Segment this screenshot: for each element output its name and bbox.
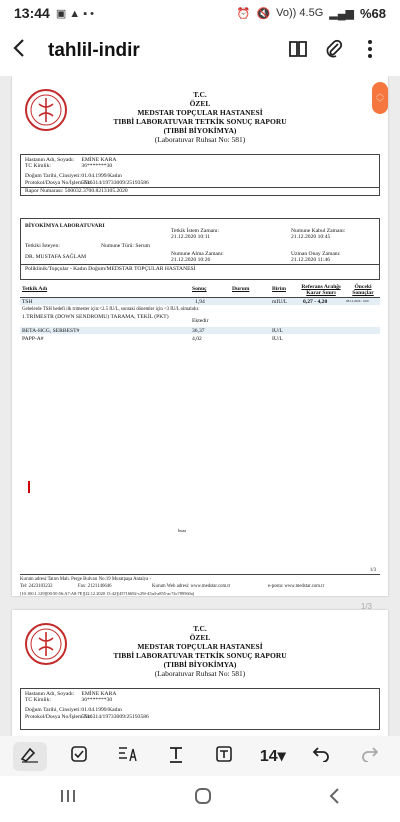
chevron-down-icon: ﹀	[376, 98, 384, 107]
recent-apps-button[interactable]	[58, 787, 78, 811]
table-row-prev: 08.12.2020 - 0,00	[346, 299, 369, 303]
more-vert-icon	[367, 39, 373, 59]
signal-icon: ▂▄▆	[329, 7, 354, 20]
battery-level: %68	[359, 5, 386, 21]
report-footer: 1/3 Kurum adresi:Tatım Mah. Perge Bulvarı No:19 Muratpaşa Antalya - Tel: 2423103232 Fax: 2121146646 Kurum Web adresi: www.medstar.com.tr e-posta: www.medstar.com.tr [10.100.1.129][00:50:56:A7:A8:7E][22.12.2020 13:42][45716692-c29f-45a4-a855-ac74c789560a]	[20, 574, 380, 575]
home-button[interactable]	[193, 786, 213, 812]
more-options-button[interactable]	[352, 39, 388, 64]
chevron-left-icon	[328, 786, 342, 806]
select-tool-button[interactable]	[62, 745, 96, 768]
system-nav-bar	[0, 776, 400, 822]
font-size-select[interactable]: 14▾	[259, 748, 286, 765]
report-page-2	[12, 610, 388, 736]
text-icon	[168, 745, 184, 763]
report-header: T.C. ÖZEL MEDSTAR TOPÇULAR HASTANESİ TIBBİ LABORATUVAR TETKİK SONUÇ RAPORU (TIBBİ BİYOKİMYA) (Laboratuvar Ruhsat No: 581)	[113, 90, 287, 144]
table-row-unit: IU/L	[272, 328, 283, 334]
text-tool-button[interactable]	[159, 745, 193, 768]
network-label: Vo)) 4.5G	[276, 7, 324, 19]
document-viewer[interactable]	[0, 76, 400, 736]
book-icon	[288, 40, 308, 58]
table-row-unit: mIU/L	[272, 299, 288, 305]
undo-icon	[312, 746, 330, 762]
table-row-result: 4,02	[192, 336, 202, 342]
col-header-status: Durum	[232, 286, 250, 292]
status-bar	[0, 0, 400, 26]
home-icon	[193, 786, 213, 806]
lab-info-box: BİYOKİMYA LABORATUVARI Tetkik İstem Zamanı: 21.12.2020 10:11 Numune Kabul Zamanı: 21.12.2020 10:45 Tetkiki İsteyen: Numune Türü: Serum DR. MUSTAFA SAĞLAM Numune Alma Zamanı: 21.12.2020 10:26 Uzman Onay Zamanı: 21.12.2020 11:46 Poliklinik/Topçular - Kadın Doğum/MEDSTAR TOPÇULAR HASTANESİ	[20, 218, 380, 280]
alarm-icon: ⏰	[236, 7, 251, 20]
patient-info-box: Hastanın Adı, Soyadı: EMİNE KARA TC Kimlik: 36*******30 Doğum Tarihi, Cinsiyeti: 01.04.1999/Kadın Protokol/Dosya No/İşlem No: 5516314/19733009/25193586	[20, 688, 380, 730]
checkbox-icon	[70, 745, 88, 763]
text-box-icon	[215, 745, 233, 763]
page-indicator: 1/3	[360, 602, 372, 611]
document-title: tahlil-indir	[48, 40, 140, 61]
app-bar	[0, 26, 400, 76]
redo-icon	[361, 746, 379, 762]
annotation-mark	[28, 481, 30, 493]
col-header-ref: Referans Aralığı Karar Sınırı	[301, 284, 341, 296]
back-button[interactable]	[12, 38, 40, 64]
report-page-1	[12, 76, 388, 596]
signature-stamp: İmza	[178, 528, 186, 533]
mute-icon: 🔇	[256, 7, 271, 20]
nav-back-button[interactable]	[328, 786, 342, 812]
table-row-name: 1.TRİMESTR (DOWN SENDROMU) TARAMA, TEKİL (PKT)	[22, 314, 169, 320]
col-header-prev: Önceki Sonuçlar	[352, 284, 374, 296]
clock: 13:44	[14, 5, 50, 21]
text-box-button[interactable]	[207, 745, 241, 768]
table-row-name: PAPP-A#	[22, 336, 44, 342]
table-row-name: TSH	[22, 299, 33, 305]
text-format-icon	[117, 745, 137, 763]
notification-icons: ▣ ▲ ▪ •	[55, 7, 95, 20]
pen-icon	[20, 745, 40, 763]
recents-icon	[58, 787, 78, 805]
results-table	[20, 284, 380, 348]
table-row-unit: IU/L	[272, 336, 283, 342]
reading-mode-button[interactable]	[280, 40, 316, 63]
redo-button[interactable]	[353, 746, 387, 767]
pen-tool-button[interactable]	[13, 742, 47, 771]
annotation-toolbar	[0, 736, 400, 776]
chevron-up-icon: ︿	[376, 89, 384, 98]
back-arrow-icon	[12, 38, 26, 58]
table-row-ref: 0,27 - 4,20	[303, 299, 328, 305]
scroll-handle-button[interactable]	[372, 82, 388, 114]
attach-button[interactable]	[316, 39, 352, 64]
report-header: T.C. ÖZEL MEDSTAR TOPÇULAR HASTANESİ TIBBİ LABORATUVAR TETKİK SONUÇ RAPORU (TIBBİ BİYOKİMYA) (Laboratuvar Ruhsat No: 581)	[113, 624, 287, 678]
table-row-result: 1,94	[195, 299, 205, 305]
col-header-name: Tetkik Adı	[22, 286, 48, 292]
table-row-name: BETA-HCG, SERBEST#	[22, 328, 80, 334]
table-row-note: Gebelerde TSH hedefi ilk trimester için:<2.5 IU/L, sonraki dönemler için <3 IU/L olmalıdır.	[22, 307, 200, 312]
text-style-button[interactable]	[110, 745, 144, 768]
patient-info-box: Hastanın Adı, Soyadı: EMİNE KARA TC Kimlik: 36*******30 Doğum Tarihi, Cinsiyeti: 01.04.1999/Kadın Protokol/Dosya No/İşlem No: 5516314/19733009/25193586 Rapor Numarası: 500032.3700.8213105.2020	[20, 154, 380, 196]
undo-button[interactable]	[304, 746, 338, 767]
col-header-result: Sonuç	[192, 286, 207, 292]
paperclip-icon	[325, 39, 343, 59]
table-row-result: 36,37	[192, 328, 205, 334]
table-row-result: Ektedir	[192, 318, 209, 324]
col-header-unit: Birim	[272, 286, 286, 292]
